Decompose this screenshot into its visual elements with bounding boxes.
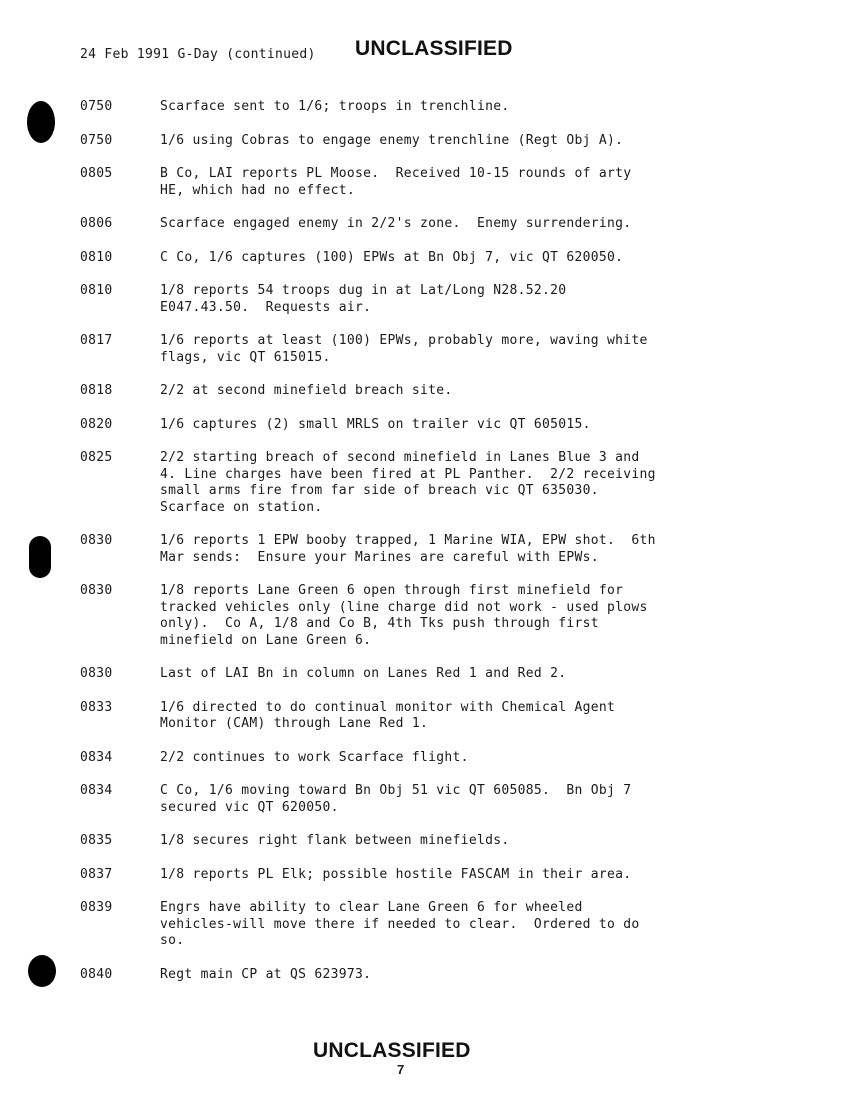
log-entry <box>80 583 780 649</box>
entry-time: 0820 <box>80 416 113 432</box>
log-entry <box>80 417 780 434</box>
entry-time: 0830 <box>80 583 113 598</box>
entry-time: 0806 <box>80 216 113 231</box>
log-entry <box>80 250 780 267</box>
log-entry <box>80 166 780 199</box>
entry-time: 0833 <box>80 699 113 715</box>
log-entry <box>80 533 780 566</box>
log-entry <box>80 900 780 950</box>
punch-hole-middle <box>29 536 51 578</box>
entry-time: 0817 <box>80 333 113 348</box>
entry-time: 0830 <box>80 666 113 681</box>
punch-hole-top <box>27 101 55 143</box>
entry-time: 0750 <box>80 132 113 148</box>
entry-time: 0805 <box>80 166 113 181</box>
entry-text: Last of LAI Bn in column on Lanes Red 1 and Red 2. <box>160 666 567 681</box>
classification-top: UNCLASSIFIED <box>355 37 513 60</box>
entry-text: 2/2 starting breach of second minefield in Lanes Blue 3 and 4. Line charges have been fired at PL Panther. 2/2 receiving small arms fire from far side of breach vic QT 635030. Scarface on station. <box>160 450 656 515</box>
entry-time: 0810 <box>80 249 113 265</box>
entry-text: Scarface engaged enemy in 2/2's zone. Enemy surrendering. <box>160 216 632 231</box>
log-entry <box>80 967 780 984</box>
log-entry <box>80 283 780 316</box>
header-date-line: 24 Feb 1991 G-Day (continued) <box>80 47 316 62</box>
entry-text: 1/8 reports Lane Green 6 open through first minefield for tracked vehicles only (line charge did not work - used plows only). Co A, 1/8 and Co B, 4th Tks push through first minefield on Lane Green 6. <box>160 583 648 648</box>
log-entries <box>80 99 780 983</box>
punch-hole-bottom <box>28 955 56 987</box>
entry-text: 1/6 directed to do continual monitor with Chemical Agent Monitor (CAM) through Lane Red 1. <box>160 699 616 731</box>
log-entry <box>80 216 780 233</box>
page-number: 7 <box>397 1062 405 1077</box>
entry-time: 0837 <box>80 866 113 882</box>
entry-text: 1/6 reports 1 EPW booby trapped, 1 Marine WIA, EPW shot. 6th Mar sends: Ensure your Marines are careful with EPWs. <box>160 533 656 565</box>
log-entry <box>80 99 780 116</box>
log-entry <box>80 750 780 767</box>
entry-text: 1/8 reports 54 troops dug in at Lat/Long N28.52.20 E047.43.50. Requests air. <box>160 283 567 315</box>
entry-text: 1/8 reports PL Elk; possible hostile FASCAM in their area. <box>160 866 632 882</box>
entry-time: 0818 <box>80 383 113 398</box>
entry-time: 0825 <box>80 450 113 465</box>
log-entry <box>80 450 780 516</box>
log-entry <box>80 833 780 850</box>
log-entry <box>80 783 780 816</box>
entry-text: 1/6 captures (2) small MRLS on trailer vic QT 605015. <box>160 416 591 432</box>
log-entry <box>80 383 780 400</box>
entry-time: 0810 <box>80 283 113 298</box>
log-entry <box>80 700 780 733</box>
entry-time: 0830 <box>80 533 113 548</box>
log-entry <box>80 333 780 366</box>
entry-text: 1/8 secures right flank between minefields. <box>160 833 510 848</box>
entry-text: Scarface sent to 1/6; troops in trenchline. <box>160 99 510 114</box>
entry-time: 0839 <box>80 900 113 915</box>
entry-text: Regt main CP at QS 623973. <box>160 966 372 982</box>
entry-text: 1/6 reports at least (100) EPWs, probably more, waving white flags, vic QT 615015. <box>160 333 648 365</box>
entry-text: C Co, 1/6 moving toward Bn Obj 51 vic QT 605085. Bn Obj 7 secured vic QT 620050. <box>160 783 632 815</box>
entry-time: 0835 <box>80 833 113 848</box>
entry-time: 0834 <box>80 783 113 798</box>
entry-time: 0840 <box>80 966 113 982</box>
log-entry <box>80 867 780 884</box>
entry-time: 0750 <box>80 99 113 114</box>
entry-text: C Co, 1/6 captures (100) EPWs at Bn Obj 7, vic QT 620050. <box>160 249 624 265</box>
entry-text: 2/2 at second minefield breach site. <box>160 383 453 398</box>
classification-bottom: UNCLASSIFIED <box>313 1039 471 1062</box>
log-entry <box>80 133 780 150</box>
entry-text: B Co, LAI reports PL Moose. Received 10-15 rounds of arty HE, which had no effect. <box>160 166 632 198</box>
entry-text: 1/6 using Cobras to engage enemy trenchline (Regt Obj A). <box>160 132 624 148</box>
log-entry <box>80 666 780 683</box>
entry-text: 2/2 continues to work Scarface flight. <box>160 749 469 765</box>
entry-text: Engrs have ability to clear Lane Green 6 for wheeled vehicles-will move there if needed to clear. Ordered to do so. <box>160 900 640 948</box>
entry-time: 0834 <box>80 749 113 765</box>
